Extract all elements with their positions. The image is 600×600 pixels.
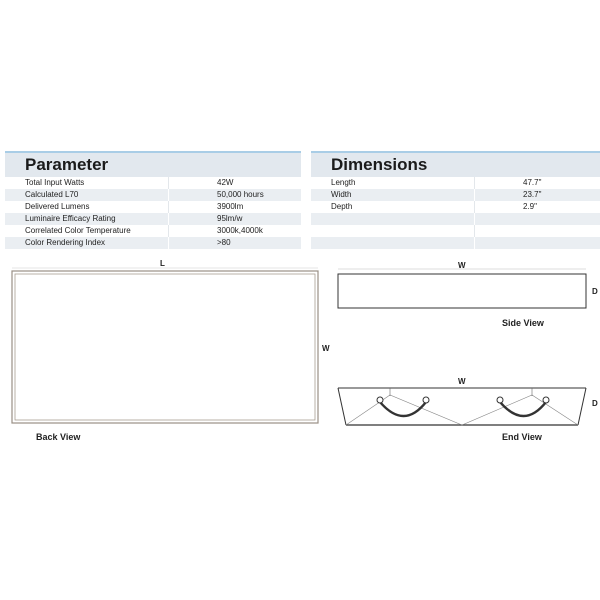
end-view-left-edge bbox=[338, 388, 346, 425]
dim-value: 2.9" bbox=[474, 201, 600, 213]
param-name: Correlated Color Temperature bbox=[25, 226, 131, 235]
param-value: 50,000 hours bbox=[168, 189, 301, 201]
parameter-title: Parameter bbox=[5, 151, 301, 177]
dim-name: Length bbox=[331, 178, 356, 187]
param-value: 42W bbox=[168, 177, 301, 189]
end-view-lamp-right-clip-b bbox=[543, 397, 549, 403]
side-view-depth-label: D bbox=[592, 287, 598, 296]
param-name: Luminaire Efficacy Rating bbox=[25, 214, 116, 223]
param-name: Delivered Lumens bbox=[25, 202, 90, 211]
dimensions-title: Dimensions bbox=[311, 151, 600, 177]
param-value: 3900lm bbox=[168, 201, 301, 213]
param-name: Calculated L70 bbox=[25, 190, 79, 199]
end-view-lamp-right bbox=[500, 402, 546, 416]
end-view-width-label: W bbox=[458, 377, 466, 386]
param-name: Color Rendering Index bbox=[25, 238, 106, 247]
end-view-lamp-left-clip-a bbox=[377, 397, 383, 403]
end-view-drawing bbox=[338, 388, 586, 425]
param-value: >80 bbox=[168, 237, 301, 249]
side-view-width-label: W bbox=[458, 261, 466, 270]
dim-name: Depth bbox=[331, 202, 353, 211]
back-view-caption: Back View bbox=[36, 432, 81, 442]
back-view-width-label: W bbox=[322, 344, 330, 353]
end-view-depth-label: D bbox=[592, 399, 598, 408]
end-view-right-edge bbox=[578, 388, 586, 425]
end-view-lamp-left bbox=[380, 402, 426, 416]
dim-value: 23.7" bbox=[474, 189, 600, 201]
side-view-caption: Side View bbox=[502, 318, 544, 328]
param-value: 95lm/w bbox=[168, 213, 301, 225]
param-name: Total Input Watts bbox=[25, 178, 85, 187]
dim-name: Width bbox=[331, 190, 352, 199]
back-view-inner-frame bbox=[15, 274, 315, 420]
end-view-lamp-right-clip-a bbox=[497, 397, 503, 403]
back-view-length-label: L bbox=[160, 259, 165, 268]
end-view-lamp-left-clip-b bbox=[423, 397, 429, 403]
side-view-outline bbox=[338, 274, 586, 308]
param-value: 3000k,4000k bbox=[168, 225, 301, 237]
dim-value: 47.7" bbox=[474, 177, 600, 189]
end-view-caption: End View bbox=[502, 432, 542, 442]
